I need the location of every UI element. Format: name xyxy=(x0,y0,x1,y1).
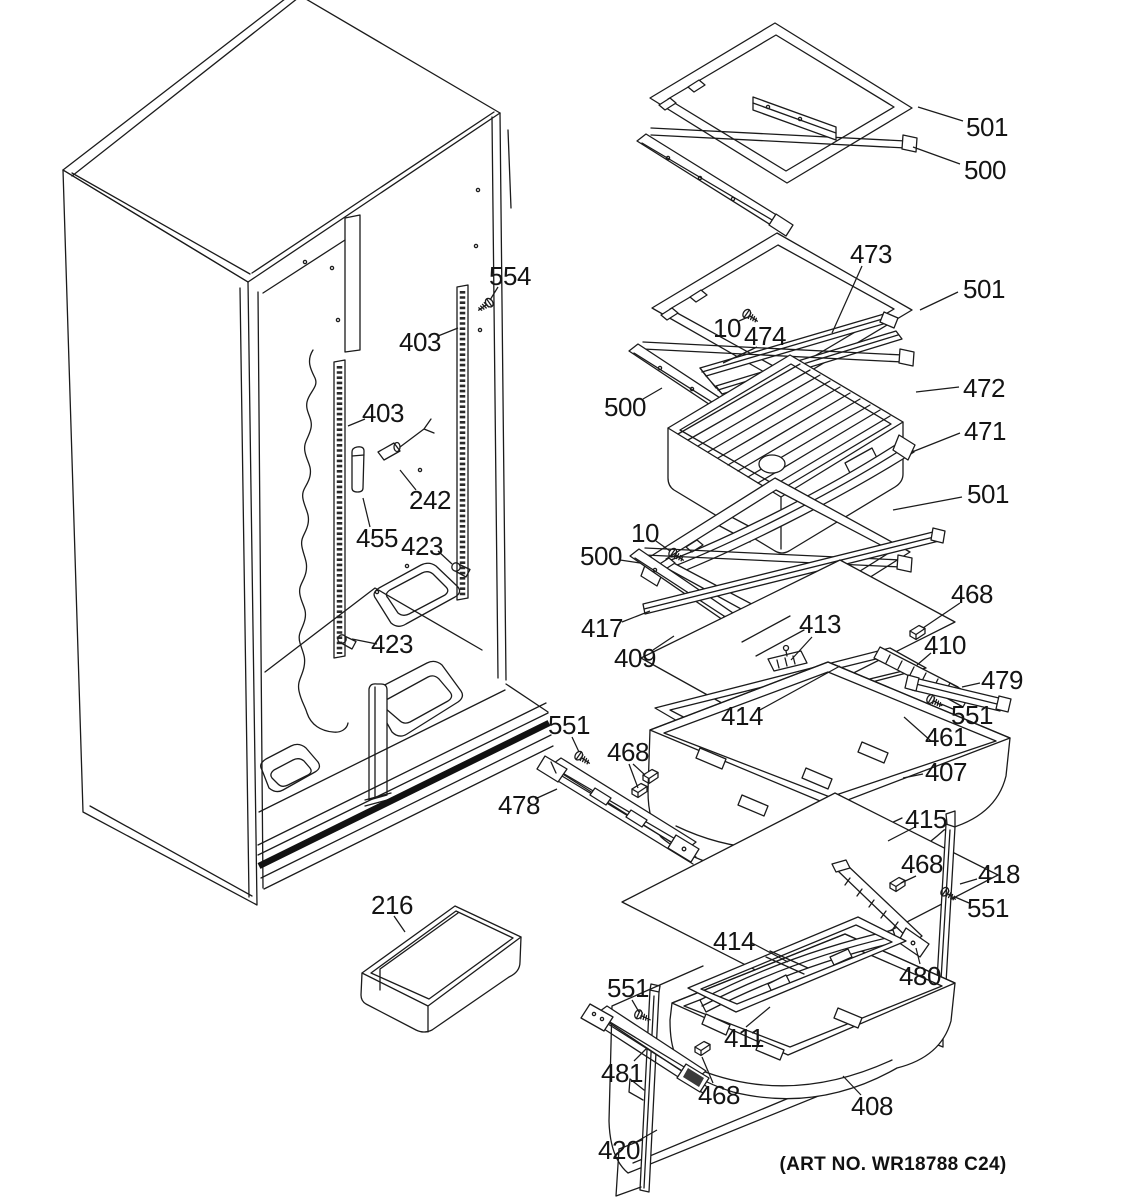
callout-423-15: 423 xyxy=(401,531,443,561)
callout-468-29: 468 xyxy=(607,737,649,767)
callout-551-25: 551 xyxy=(951,700,993,730)
cabinet-floor xyxy=(258,563,553,889)
art-number-note: (ART NO. WR18788 C24) xyxy=(779,1154,1007,1175)
callout-409-22: 409 xyxy=(614,643,656,673)
callout-468-33: 468 xyxy=(901,849,943,879)
leader-line-501 xyxy=(893,497,962,510)
callout-403-7: 403 xyxy=(399,327,441,357)
callout-407-30: 407 xyxy=(925,757,967,787)
callout-501-0: 501 xyxy=(966,112,1008,142)
callout-501-13: 501 xyxy=(967,479,1009,509)
leader-line-403 xyxy=(438,328,458,336)
callout-471-11: 471 xyxy=(964,416,1006,446)
leader-line-417 xyxy=(622,611,650,622)
callout-417-19: 417 xyxy=(581,613,623,643)
callout-551-39: 551 xyxy=(607,973,649,1003)
callout-408-43: 408 xyxy=(851,1091,893,1121)
screw-551-left xyxy=(573,750,592,767)
callout-551-35: 551 xyxy=(967,893,1009,923)
callout-10-5: 10 xyxy=(713,313,741,343)
leader-line-479 xyxy=(962,683,980,687)
callout-468-18: 468 xyxy=(951,579,993,609)
refrigerator-cabinet xyxy=(63,0,553,905)
callout-455-14: 455 xyxy=(356,523,398,553)
callout-414-37: 414 xyxy=(713,926,755,956)
callout-480-38: 480 xyxy=(899,961,941,991)
callout-242-12: 242 xyxy=(409,485,451,515)
leader-line-471 xyxy=(912,433,960,452)
air-tower xyxy=(330,215,360,352)
callout-472-8: 472 xyxy=(963,373,1005,403)
leader-line-500 xyxy=(913,147,960,164)
callout-423-21: 423 xyxy=(371,629,413,659)
callout-551-28: 551 xyxy=(548,710,590,740)
leader-line-501 xyxy=(920,292,958,310)
shelf-frame-501-top xyxy=(650,23,912,183)
callout-418-34: 418 xyxy=(978,859,1020,889)
callout-403-10: 403 xyxy=(362,398,404,428)
callout-414-26: 414 xyxy=(721,701,763,731)
callout-501-3: 501 xyxy=(963,274,1005,304)
door-bin-216 xyxy=(361,906,521,1032)
callout-415-32: 415 xyxy=(905,804,947,834)
foam-gasket-wavy-line xyxy=(299,350,348,732)
callout-478-31: 478 xyxy=(498,790,540,820)
screw-554 xyxy=(476,297,495,314)
callout-554-4: 554 xyxy=(489,261,531,291)
callout-500-1: 500 xyxy=(964,155,1006,185)
callout-474-6: 474 xyxy=(744,321,786,351)
callout-473-2: 473 xyxy=(850,239,892,269)
callout-500-17: 500 xyxy=(580,541,622,571)
leader-line-472 xyxy=(916,387,959,392)
callout-461-27: 461 xyxy=(925,722,967,752)
callout-413-20: 413 xyxy=(799,609,841,639)
callout-468-42: 468 xyxy=(698,1080,740,1110)
leader-line-501 xyxy=(918,107,963,121)
callout-481-41: 481 xyxy=(601,1058,643,1088)
callout-479-24: 479 xyxy=(981,665,1023,695)
part-455-stop xyxy=(352,447,364,492)
callout-10-16: 10 xyxy=(631,518,659,548)
end-cap-468-b xyxy=(632,784,647,798)
callout-216-36: 216 xyxy=(371,890,413,920)
callout-411-40: 411 xyxy=(724,1023,764,1053)
shelf-rail-403-front xyxy=(334,360,356,658)
callout-410-23: 410 xyxy=(924,630,966,660)
callout-420-44: 420 xyxy=(598,1135,640,1165)
shelf-rail-403-rear xyxy=(452,285,470,600)
callout-500-9: 500 xyxy=(604,392,646,422)
